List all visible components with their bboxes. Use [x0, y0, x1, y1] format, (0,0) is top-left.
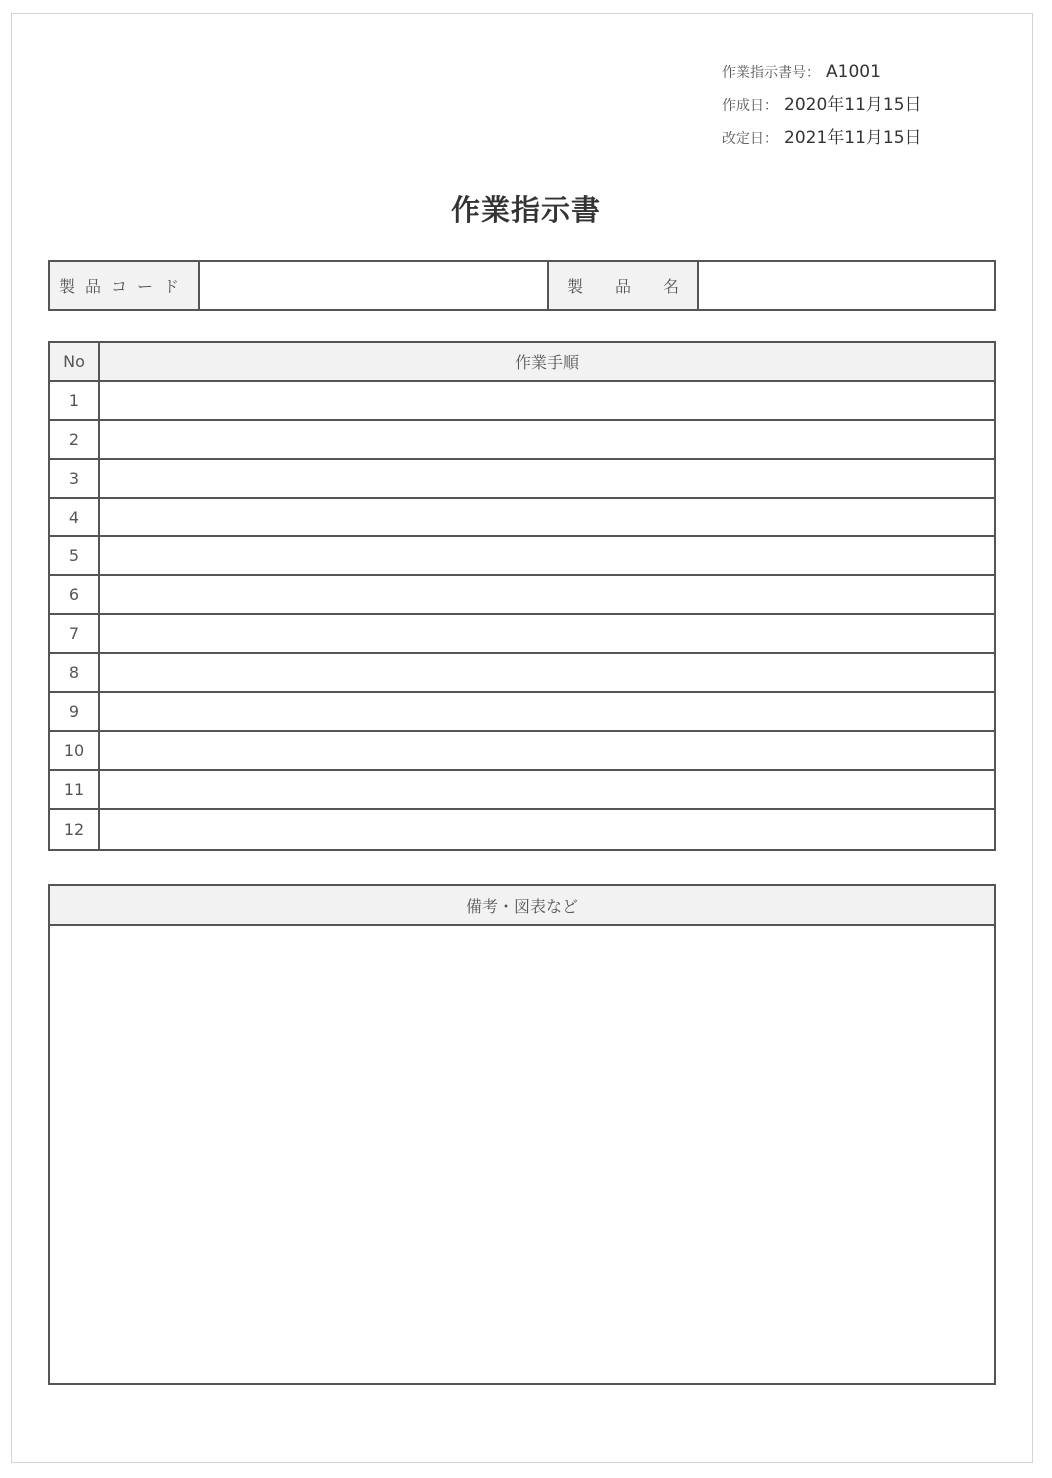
step-text-field[interactable]: [100, 460, 994, 497]
step-number: 8: [50, 654, 100, 691]
table-row: [50, 810, 994, 849]
notes-section: [48, 884, 996, 1385]
step-text-field[interactable]: [100, 537, 994, 574]
step-number: 1: [50, 382, 100, 419]
no-column-header: No: [50, 343, 100, 380]
step-text-field[interactable]: [100, 654, 994, 691]
work-steps-table: [48, 341, 996, 851]
product-name-label-cell: [549, 262, 711, 309]
product-name-label: 製品名: [566, 277, 711, 296]
created-date-value: 2020年11月15日: [784, 95, 922, 115]
product-code-label-cell: [50, 262, 200, 309]
table-row: [50, 576, 994, 615]
table-row: [50, 732, 994, 771]
table-row: [50, 499, 994, 538]
table-row: [50, 771, 994, 810]
step-number: 12: [50, 810, 100, 849]
revised-date-label: 改定日：: [722, 131, 778, 147]
product-code-field[interactable]: [200, 262, 549, 309]
table-row: [50, 460, 994, 499]
order-number-row: [722, 58, 922, 91]
table-row: [50, 382, 994, 421]
step-text-field[interactable]: [100, 499, 994, 536]
order-number-label: 作業指示書号：: [722, 65, 820, 81]
step-column-header: 作業手順: [514, 352, 579, 372]
document-meta: [722, 58, 922, 157]
step-number: 10: [50, 732, 100, 769]
step-number: 11: [50, 771, 100, 808]
step-text-field[interactable]: [100, 693, 994, 730]
table-row: [50, 693, 994, 732]
work-steps-header-row: [50, 343, 994, 382]
created-date-label: 作成日：: [722, 98, 778, 114]
step-number: 7: [50, 615, 100, 652]
step-number: 3: [50, 460, 100, 497]
step-text-field[interactable]: [100, 421, 994, 458]
revised-date-value: 2021年11月15日: [784, 128, 922, 148]
step-text-field[interactable]: [100, 810, 994, 849]
notes-body-field[interactable]: [50, 926, 994, 1383]
step-number: 5: [50, 537, 100, 574]
created-date-row: [722, 91, 922, 124]
step-text-field[interactable]: [100, 771, 994, 808]
step-number: 4: [50, 499, 100, 536]
product-code-label: 製品コード: [58, 277, 189, 296]
product-info-table: [48, 260, 996, 311]
step-number: 9: [50, 693, 100, 730]
table-row: [50, 537, 994, 576]
table-row: [50, 615, 994, 654]
table-row: [50, 421, 994, 460]
notes-header: 備考・図表など: [50, 886, 994, 926]
step-number: 6: [50, 576, 100, 613]
document-title: 作業指示書: [450, 193, 601, 227]
step-text-field[interactable]: [100, 732, 994, 769]
step-text-field[interactable]: [100, 576, 994, 613]
revised-date-row: [722, 124, 922, 157]
step-text-field[interactable]: [100, 615, 994, 652]
table-row: [50, 654, 994, 693]
product-name-field[interactable]: [699, 262, 994, 309]
order-number-value: A1001: [826, 62, 881, 82]
step-text-field[interactable]: [100, 382, 994, 419]
step-number: 2: [50, 421, 100, 458]
